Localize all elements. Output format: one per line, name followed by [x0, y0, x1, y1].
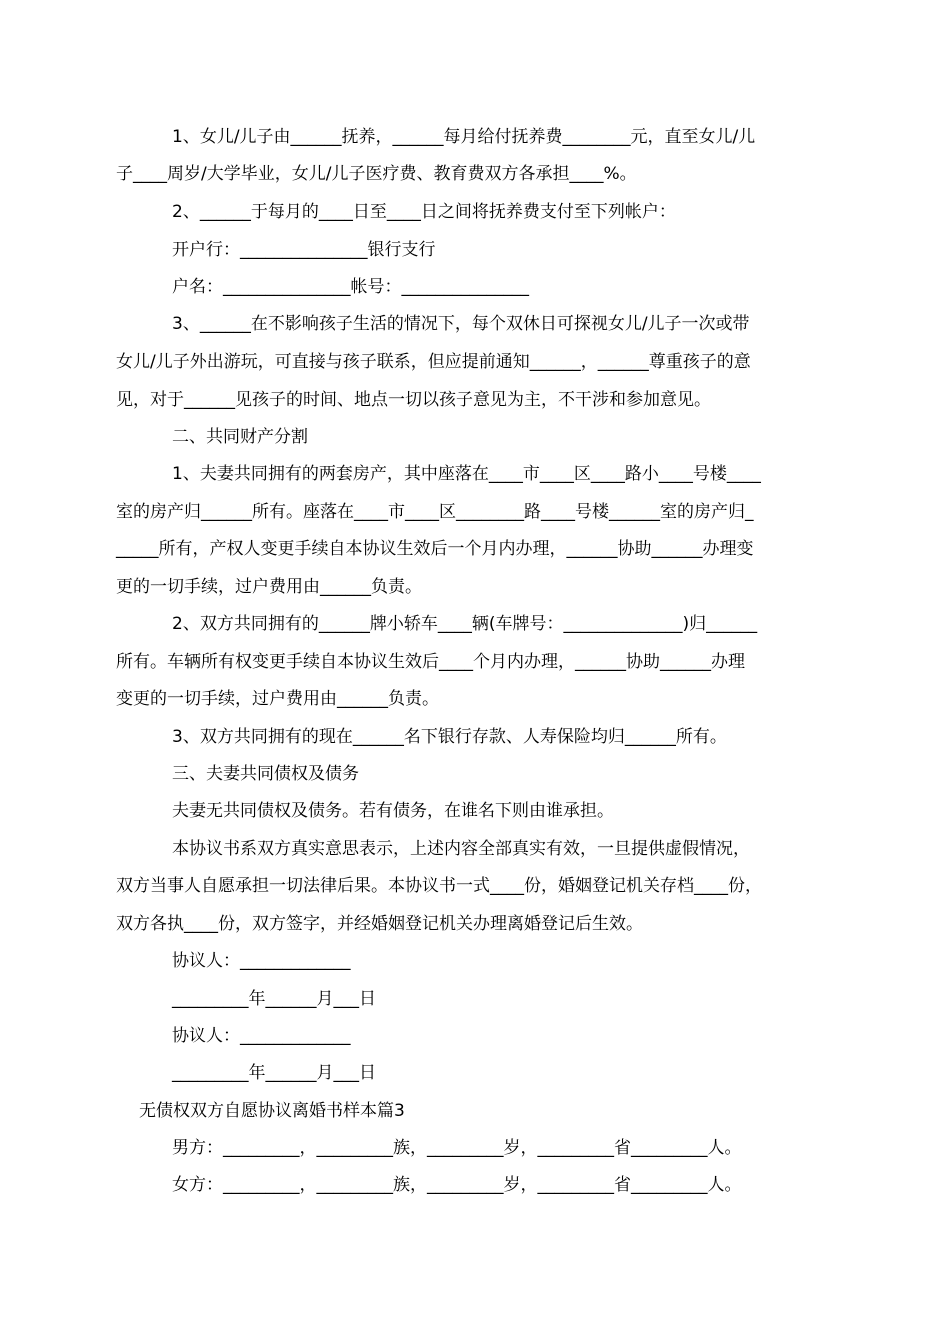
visitation-clause-3-line-1: 3、______在不影响孩子生活的情况下，每个双休日可探视女儿/儿子一次或带: [172, 314, 750, 334]
signatory-field-2: 协议人：_____________: [172, 1026, 351, 1046]
bank-name-field: 开户行：_______________银行支行: [172, 240, 436, 260]
visitation-clause-3-line-2: 女儿/儿子外出游玩，可直接与孩子联系，但应提前通知______，______尊重孩子的意: [116, 352, 751, 372]
validity-clause-line-2: 双方当事人自愿承担一切法律后果。本协议书一式____份，婚姻登记机关存档____份，: [116, 876, 762, 896]
child-custody-clause-1-line-2: 子____周岁/大学毕业，女儿/儿子医疗费、教育费双方各承担____%。: [116, 164, 637, 184]
account-name-field: 户名：_______________帐号：_______________: [172, 277, 529, 297]
vehicle-clause-2-line-2: 所有。车辆所有权变更手续自本协议生效后____个月内办理，______协助______办理: [116, 652, 745, 672]
property-clause-1-line-2: 室的房产归______所有。座落在____市____区________路____号楼______室的房产归_: [116, 502, 754, 522]
visitation-clause-3-line-3: 见，对于______见孩子的时间、地点一切以孩子意见为主，不干涉和参加意见。: [116, 390, 711, 410]
date-field-2: _________年______月___日: [172, 1063, 376, 1083]
property-clause-1-line-3: _____所有，产权人变更手续自本协议生效后一个月内办理，______协助______办理变: [116, 539, 754, 559]
date-field-1: _________年______月___日: [172, 989, 376, 1009]
debts-statement: 夫妻无共同债权及债务。若有债务，在谁名下则由谁承担。: [172, 801, 614, 821]
vehicle-clause-2-line-3: 变更的一切手续，过户费用由______负责。: [116, 689, 439, 709]
vehicle-clause-2-line-1: 2、双方共同拥有的______牌小轿车____辆(车牌号：______________)归______: [172, 614, 758, 634]
female-party-info: 女方：_________，_________族，_________岁，_________省_________人。: [172, 1175, 742, 1195]
signatory-field-1: 协议人：_____________: [172, 951, 351, 971]
savings-clause-3: 3、双方共同拥有的现在______名下银行存款、人寿保险均归______所有。: [172, 727, 727, 747]
section-heading-debts: 三、夫妻共同债权及债务: [172, 764, 359, 784]
child-custody-clause-1-line-1: 1、女儿/儿子由______抚养，______每月给付抚养费________元，直至女儿/儿: [172, 127, 756, 147]
section-heading-property: 二、共同财产分割: [172, 427, 308, 447]
sample-heading: 无债权双方自愿协议离婚书样本篇3: [139, 1101, 405, 1121]
property-clause-1-line-1: 1、夫妻共同拥有的两套房产，其中座落在____市____区____路小____号楼____: [172, 464, 761, 484]
property-clause-1-line-4: 更的一切手续，过户费用由______负责。: [116, 577, 422, 597]
child-support-clause-2: 2、______于每月的____日至____日之间将抚养费支付至下列帐户：: [172, 202, 676, 222]
validity-clause-line-1: 本协议书系双方真实意思表示，上述内容全部真实有效，一旦提供虚假情况，: [172, 839, 750, 859]
validity-clause-line-3: 双方各执____份，双方签字，并经婚姻登记机关办理离婚登记后生效。: [116, 914, 643, 934]
male-party-info: 男方：_________，_________族，_________岁，_________省_________人。: [172, 1138, 742, 1158]
